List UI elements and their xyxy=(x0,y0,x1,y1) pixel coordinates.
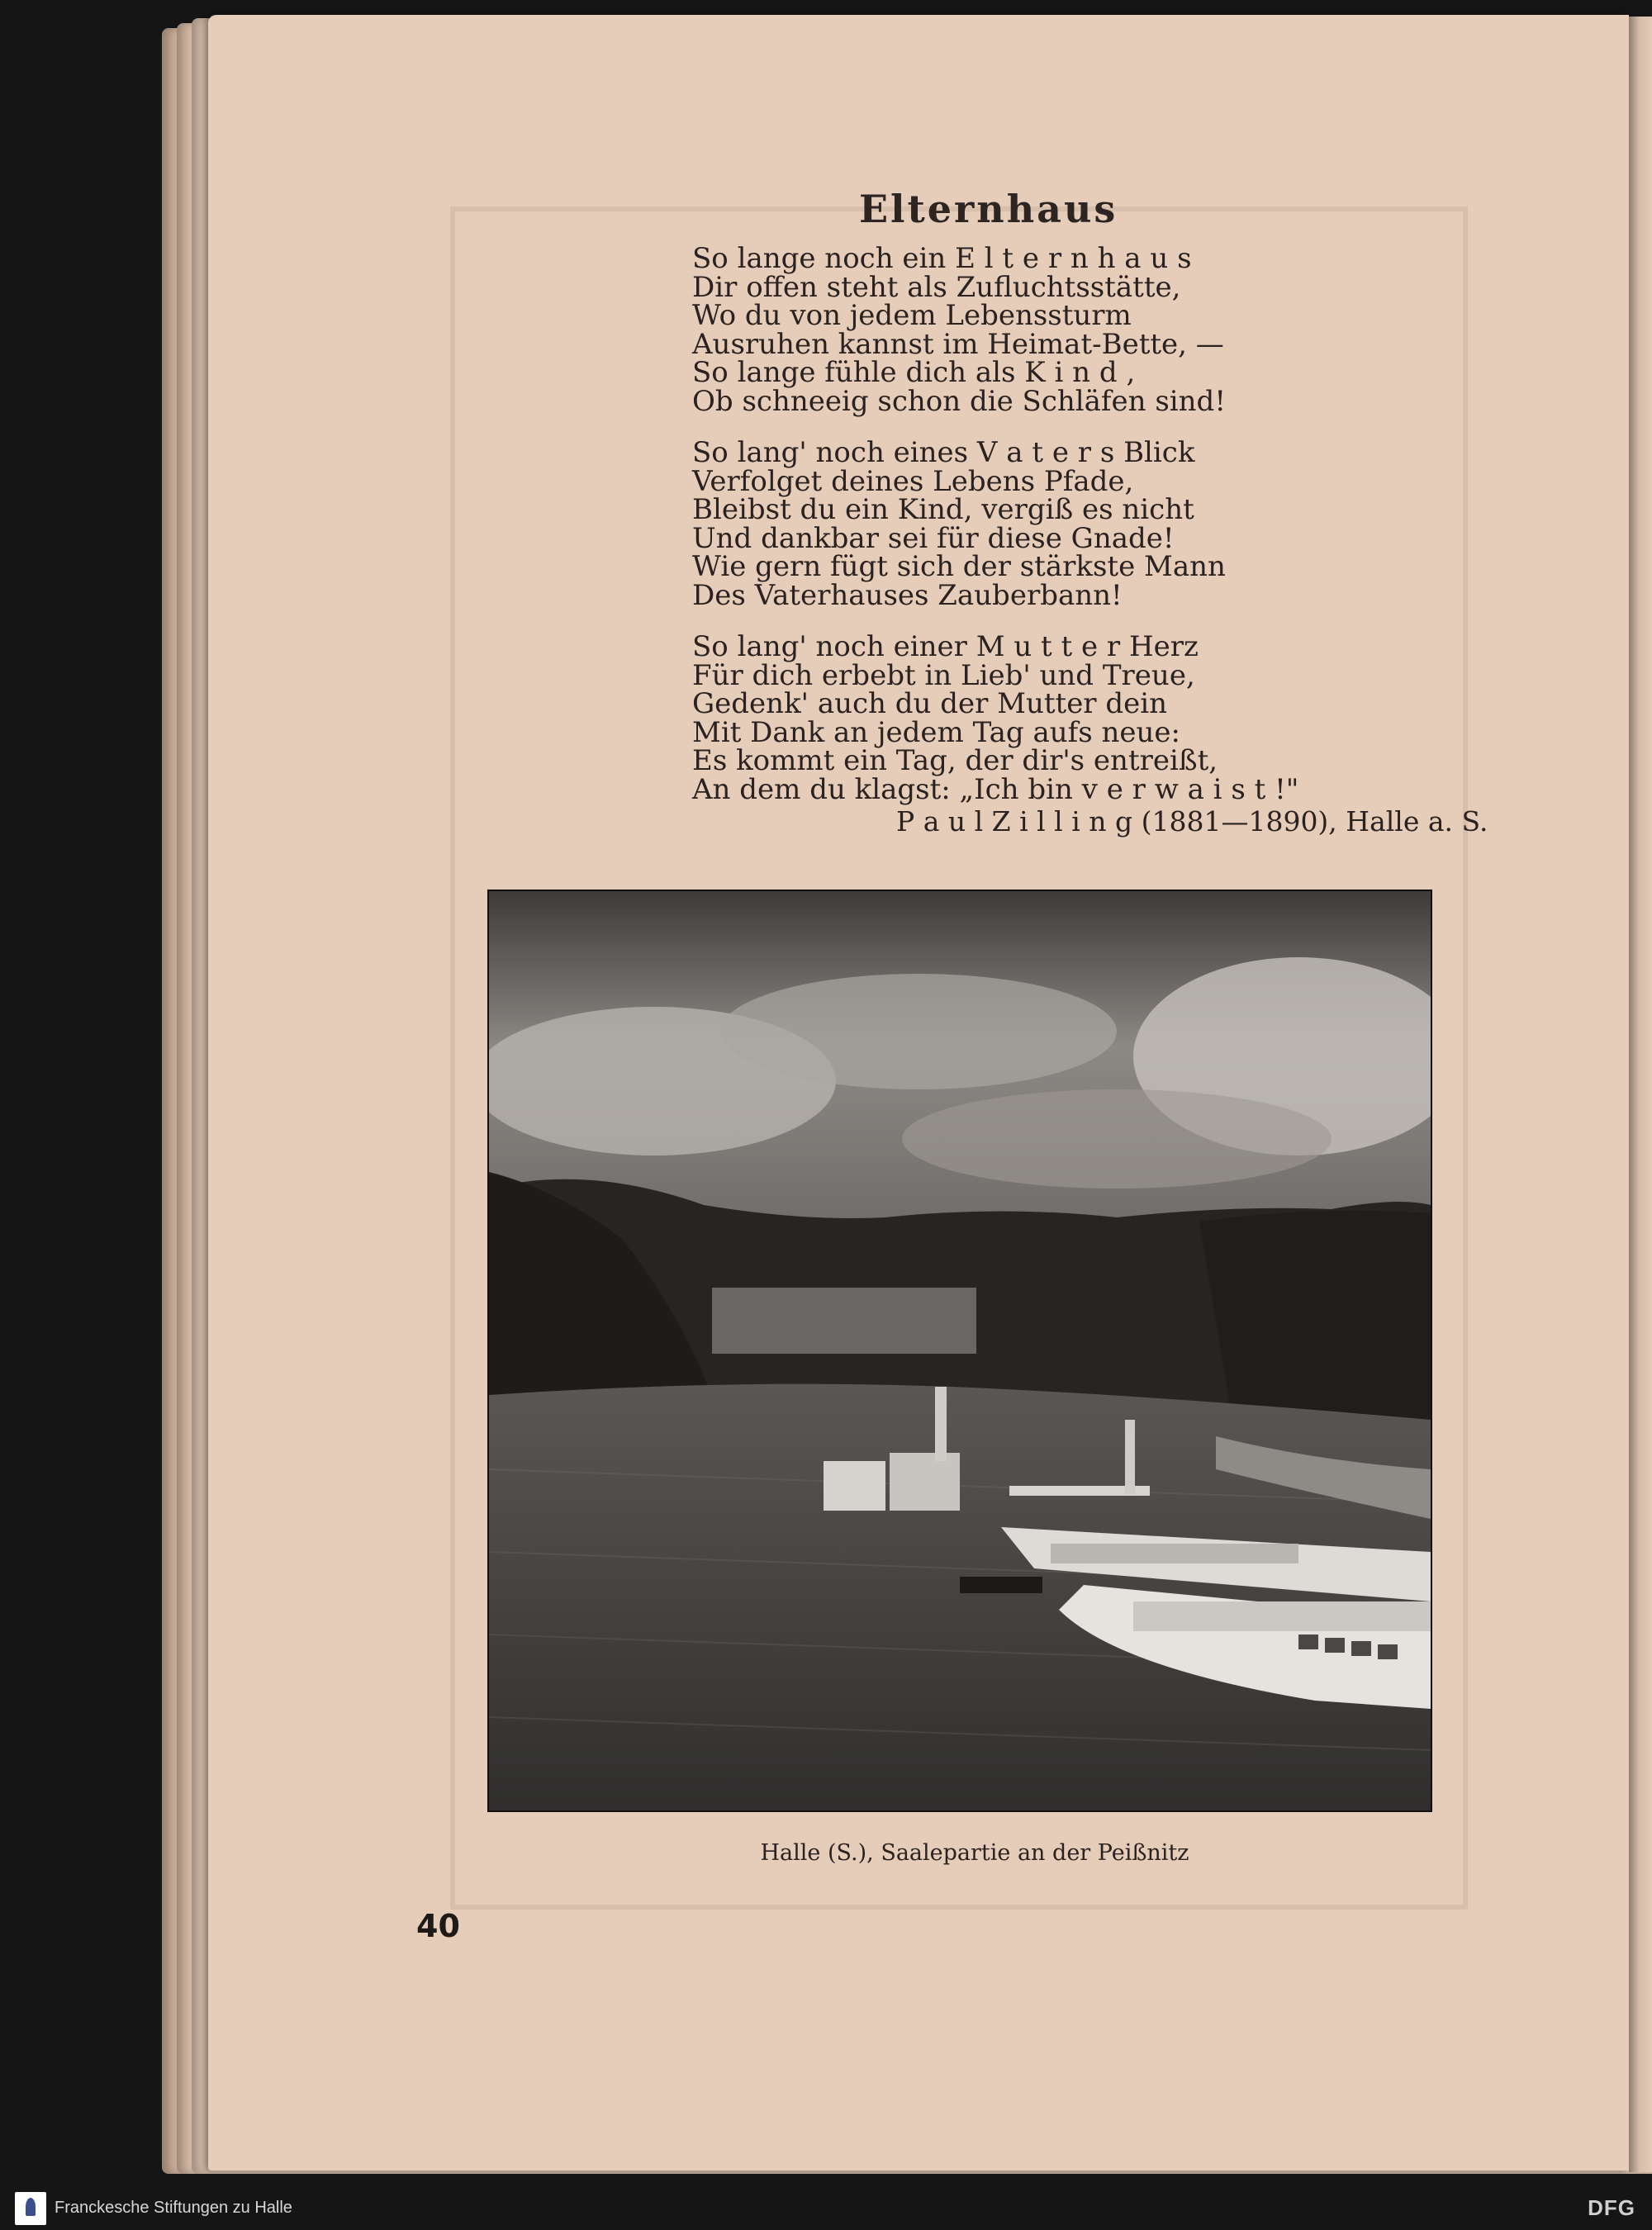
photo-caption: Halle (S.), Saalepartie an der Peißnitz xyxy=(760,1840,1189,1866)
poem-line: So lang' noch einer M u t t e r Herz xyxy=(692,630,1199,663)
poem-line: Bleibst du ein Kind, vergiß es nicht xyxy=(692,493,1194,526)
poem-line: So lange fühle dich als K i n d , xyxy=(692,356,1136,389)
river-photo xyxy=(487,890,1432,1812)
poem-line: Wo du von jedem Lebenssturm xyxy=(692,299,1132,332)
poem-line: Und dankbar sei für diese Gnade! xyxy=(692,521,1175,555)
poem-line: Gedenk' auch du der Mutter dein xyxy=(692,687,1168,720)
facing-page-edge xyxy=(1629,17,1652,2172)
poem-stanza xyxy=(692,436,1601,612)
page-number: 40 xyxy=(416,1908,460,1944)
poem-line: Ob schneeig schon die Schläfen sind! xyxy=(692,384,1226,418)
poem-line: Ausruhen kannst im Heimat-Bette, — xyxy=(692,327,1224,361)
institution-logo-icon xyxy=(15,2192,46,2225)
dfg-logo: DFG xyxy=(1588,2195,1635,2220)
poem-stanza xyxy=(692,242,1601,418)
poem-author-signature: P a u l Z i l l i n g (1881—1890), Halle a. S. xyxy=(896,805,1488,837)
poem-body xyxy=(692,244,1601,827)
poem-line: Dir offen steht als Zufluchtsstätte, xyxy=(692,270,1181,304)
poem-line: Wie gern fügt sich der stärkste Mann xyxy=(692,550,1226,583)
poem-line: Für dich erbebt in Lieb' und Treue, xyxy=(692,658,1195,692)
poem-stanza xyxy=(692,630,1601,806)
poem-line: Des Vaterhauses Zauberbann! xyxy=(692,578,1123,612)
poem-line: An dem du klagst: „Ich bin v e r w a i s t !" xyxy=(692,772,1299,806)
river-photo-illustration xyxy=(489,891,1431,1810)
poem-title: Elternhaus xyxy=(859,187,1118,231)
institution-label: Franckesche Stiftungen zu Halle xyxy=(55,2199,292,2217)
poem-line: So lang' noch eines V a t e r s Blick xyxy=(692,436,1195,469)
viewer-footer xyxy=(0,2187,1652,2230)
poem-line: Verfolget deines Lebens Pfade, xyxy=(692,464,1134,498)
poem-line: Es kommt ein Tag, der dir's entreißt, xyxy=(692,744,1218,777)
poem-line: Mit Dank an jedem Tag aufs neue: xyxy=(692,715,1180,749)
poem-line: So lange noch ein E l t e r n h a u s xyxy=(692,242,1192,275)
